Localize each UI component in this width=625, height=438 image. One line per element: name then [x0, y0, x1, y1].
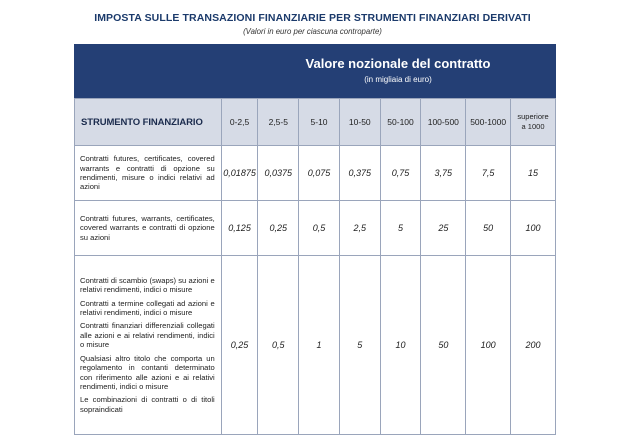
table-row	[75, 256, 556, 435]
tax-value: 0,5	[299, 201, 340, 256]
tax-value: 200	[511, 256, 556, 435]
description-paragraph: Contratti a termine collegati ad azioni e relativi rendimenti, indici o misure	[80, 298, 215, 318]
notional-value-unit: (in migliaia di euro)	[364, 75, 432, 84]
table-row	[75, 146, 556, 201]
instrument-description	[75, 201, 222, 256]
instrument-column-header: STRUMENTO FINANZIARIO	[75, 99, 222, 146]
range-header: 2,5-5	[258, 99, 299, 146]
tax-value: 50	[466, 201, 511, 256]
tax-value: 0,75	[380, 146, 421, 201]
range-header-line: superiore	[517, 112, 549, 121]
tax-value: 3,75	[421, 146, 466, 201]
tax-value: 5	[339, 256, 380, 435]
range-header: 50-100	[380, 99, 421, 146]
tax-value: 0,375	[339, 146, 380, 201]
tax-value: 2,5	[339, 201, 380, 256]
tax-value: 7,5	[466, 146, 511, 201]
description-paragraph: Le combinazioni di contratti o di titoli sopraindicati	[80, 395, 215, 414]
table-row	[75, 201, 556, 256]
instrument-description	[75, 146, 222, 201]
tax-value: 0,25	[258, 201, 299, 256]
tax-rate-table	[74, 98, 556, 435]
tax-value: 1	[299, 256, 340, 435]
tax-value: 0,0375	[258, 146, 299, 201]
tax-value: 10	[380, 256, 421, 435]
tax-value: 0,5	[258, 256, 299, 435]
tax-value: 0,075	[299, 146, 340, 201]
description-paragraph: Qualsiasi altro titolo che comporta un regolamento in contanti determinato con riferimento alle azioni e ai relativi rendimenti, indici o misure	[80, 353, 215, 391]
range-header-line: a 1000	[521, 122, 545, 131]
range-header: 0-2,5	[221, 99, 258, 146]
notional-value-title: Valore nozionale del contratto	[305, 56, 491, 71]
tax-value: 100	[466, 256, 511, 435]
notional-value-header-band	[74, 44, 556, 98]
document-subtitle: (Valori in euro per ciascuna controparte)	[243, 27, 382, 36]
range-header: 10-50	[339, 99, 380, 146]
instrument-description	[75, 256, 222, 435]
tax-value: 0,25	[221, 256, 258, 435]
tax-value: 0,01875	[221, 146, 258, 201]
description-paragraph: Contratti di scambio (swaps) su azioni e relativi rendimenti, indici o misure	[80, 275, 215, 295]
table-header-row	[75, 99, 556, 146]
range-header-over-1000	[511, 99, 556, 146]
description-paragraph: Contratti futures, warrants, certificates, covered warrants e contratti di opzione su azioni	[80, 213, 215, 242]
range-header: 5-10	[299, 99, 340, 146]
tax-value: 15	[511, 146, 556, 201]
tax-value: 5	[380, 201, 421, 256]
document-title: IMPOSTA SULLE TRANSAZIONI FINANZIARIE PER STRUMENTI FINANZIARI DERIVATI	[94, 12, 531, 24]
tax-value: 100	[511, 201, 556, 256]
description-paragraph: Contratti futures, certificates, covered warrants e contratti di opzione su rendimenti, misure o indici relativi ad azioni	[80, 154, 215, 192]
description-paragraph: Contratti finanziari differenziali collegati alle azioni e ai relativi rendimenti, indici o misure	[80, 321, 215, 350]
range-header: 100-500	[421, 99, 466, 146]
tax-value: 0,125	[221, 201, 258, 256]
tax-value: 50	[421, 256, 466, 435]
range-header: 500-1000	[466, 99, 511, 146]
tax-value: 25	[421, 201, 466, 256]
